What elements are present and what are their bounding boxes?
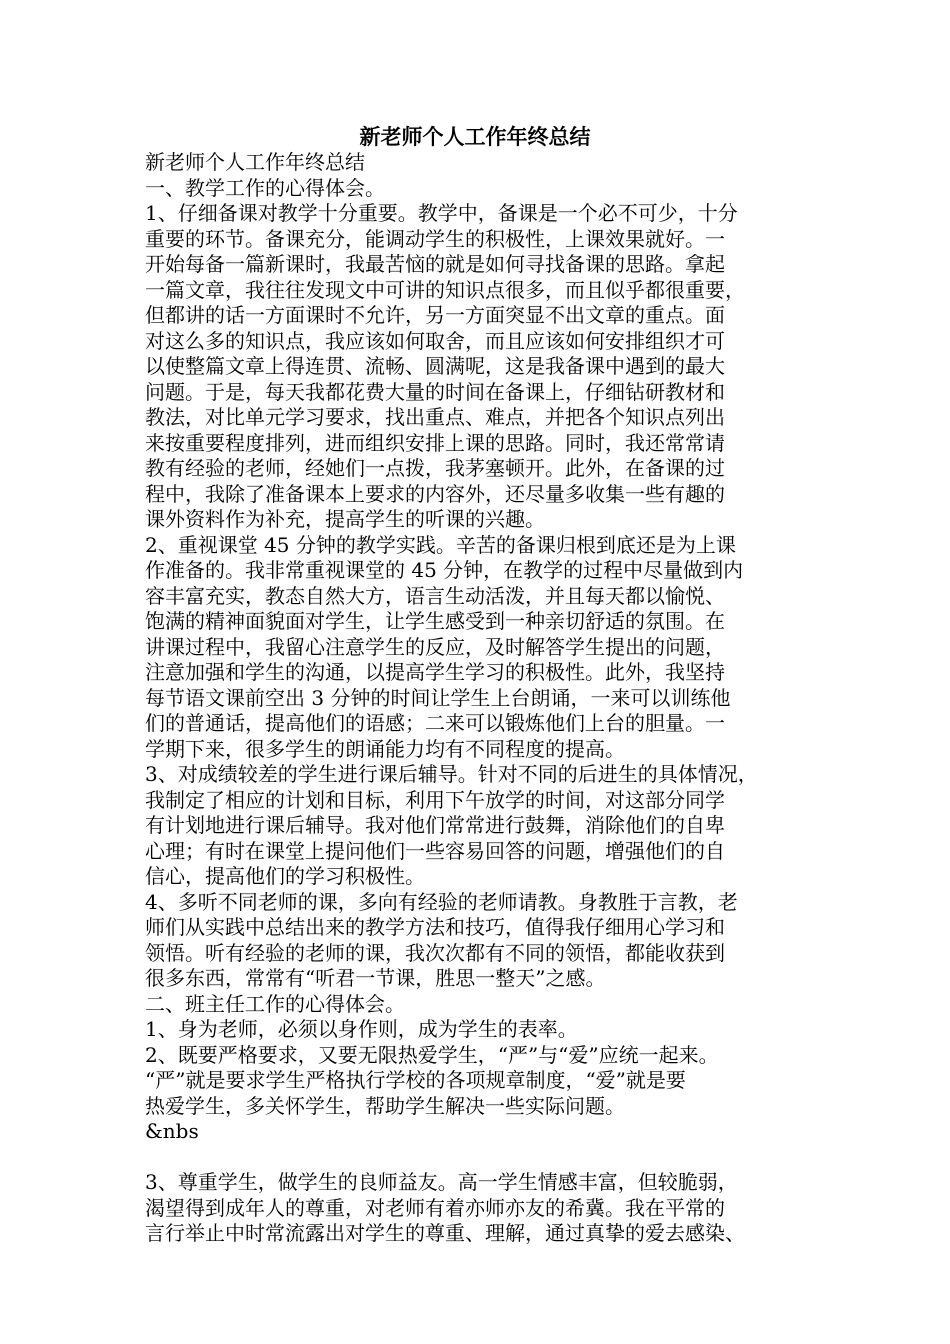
text-line: 很多东西，常常有“听君一节课，胜思一整天”之感。: [145, 966, 606, 990]
text-line: 有计划地进行课后辅导。我对他们常常进行鼓舞，消除他们的自卑: [145, 813, 725, 837]
text-line: 学期下来，很多学生的朗诵能力均有不同程度的提高。: [145, 736, 625, 761]
text-line: 2、重视课堂 45 分钟的教学实践。辛苦的备课归根到底还是为上课: [145, 532, 736, 557]
text-line: 程中，我除了准备课本上要求的内容外，还尽量多收集一些有趣的: [145, 481, 725, 506]
text-line: 领悟。听有经验的老师的课，我次次都有不同的领悟，都能收获到: [145, 940, 725, 965]
text-line: 教有经验的老师，经她们一点拨，我茅塞顿开。此外，在备课的过: [145, 456, 725, 480]
text-line: 二、班主任工作的心得体会。: [145, 991, 405, 1016]
text-line: 师们从实践中总结出来的教学方法和技巧，值得我仔细用心学习和: [145, 915, 725, 939]
text-line: 1、仔细备课对教学十分重要。教学中，备课是一个必不可少，十分: [145, 201, 738, 225]
text-line: 4、多听不同老师的课，多向有经验的老师请教。身教胜于言教，老: [145, 889, 738, 914]
text-line: 问题。于是，每天我都花费大量的时间在备课上，仔细钻研教材和: [145, 379, 725, 404]
text-line: 作准备的。我非常重视课堂的 45 分钟，在教学的过程中尽量做到内: [145, 558, 744, 582]
text-line: 饱满的精神面貌面对学生，让学生感受到一种亲切舒适的氛围。在: [145, 609, 725, 633]
text-line: 对这么多的知识点，我应该如何取舍，而且应该如何安排组织才可: [145, 328, 725, 353]
text-line: 信心，提高他们的学习积极性。: [145, 864, 425, 888]
text-line: 我制定了相应的计划和目标，利用下午放学的时间，对这部分同学: [145, 787, 725, 812]
text-line: 重要的环节。备课充分，能调动学生的积极性，上课效果就好。一: [145, 226, 725, 251]
text-line: 们的普通话，提高他们的语感；二来可以锻炼他们上台的胆量。一: [145, 711, 725, 735]
text-line: 1、身为老师，必须以身作则，成为学生的表率。: [145, 1017, 578, 1041]
text-line: 2、既要严格要求，又要无限热爱学生，“严”与“爱”应统一起来。: [145, 1042, 719, 1067]
text-line: 课外资料作为补充，提高学生的听课的兴趣。: [145, 507, 545, 531]
text-line: 一、教学工作的心得体会。: [145, 175, 385, 200]
text-line: 心理；有时在课堂上提问他们一些容易回答的问题，增强他们的自: [145, 838, 725, 863]
text-line: 热爱学生，多关怀学生，帮助学生解决一些实际问题。: [145, 1093, 625, 1118]
document-title: 新老师个人工作年终总结: [359, 124, 591, 149]
text-line: 每节语文课前空出 3 分钟的时间让学生上台朗诵，一来可以训练他: [145, 685, 731, 710]
text-line: 但都讲的话一方面课时不允许，另一方面突显不出文章的重点。面: [145, 303, 725, 327]
text-line: 教法，对比单元学习要求，找出重点、难点，并把各个知识点列出: [145, 405, 725, 429]
text-line: 容丰富充实，教态自然大方，语言生动活泼，并且每天都以愉悦、: [145, 583, 725, 608]
text-line: 新老师个人工作年终总结: [145, 150, 365, 174]
text-line: 渴望得到成年人的尊重，对老师有着亦师亦友的希冀。我在平常的: [145, 1195, 725, 1220]
text-line: 开始每备一篇新课时，我最苦恼的就是如何寻找备课的思路。拿起: [145, 252, 725, 276]
text-line: “严”就是要求学生严格执行学校的各项规章制度，“爱”就是要: [145, 1068, 686, 1092]
blank-line: [145, 1145, 817, 1171]
text-line: 言行举止中时常流露出对学生的尊重、理解，通过真挚的爱去感染、: [145, 1221, 745, 1245]
text-line: 3、对成绩较差的学生进行课后辅导。针对不同的后进生的具体情况，: [145, 762, 758, 786]
document-body: [145, 150, 817, 1247]
text-line: 3、尊重学生，做学生的良师益友。高一学生情感丰富，但较脆弱，: [145, 1170, 738, 1194]
text-line: 讲课过程中，我留心注意学生的反应，及时解答学生提出的问题，: [145, 634, 725, 659]
text-line: &nbs: [145, 1119, 199, 1143]
text-line: 以使整篇文章上得连贯、流畅、圆满呢，这是我备课中遇到的最大: [145, 354, 725, 378]
text-line: 一篇文章，我往往发现文中可讲的知识点很多，而且似乎都很重要，: [145, 277, 745, 302]
text-line: 注意加强和学生的沟通，以提高学生学习的积极性。此外，我坚持: [145, 660, 725, 684]
text-line: 来按重要程度排列，进而组织安排上课的思路。同时，我还常常请: [145, 430, 725, 455]
